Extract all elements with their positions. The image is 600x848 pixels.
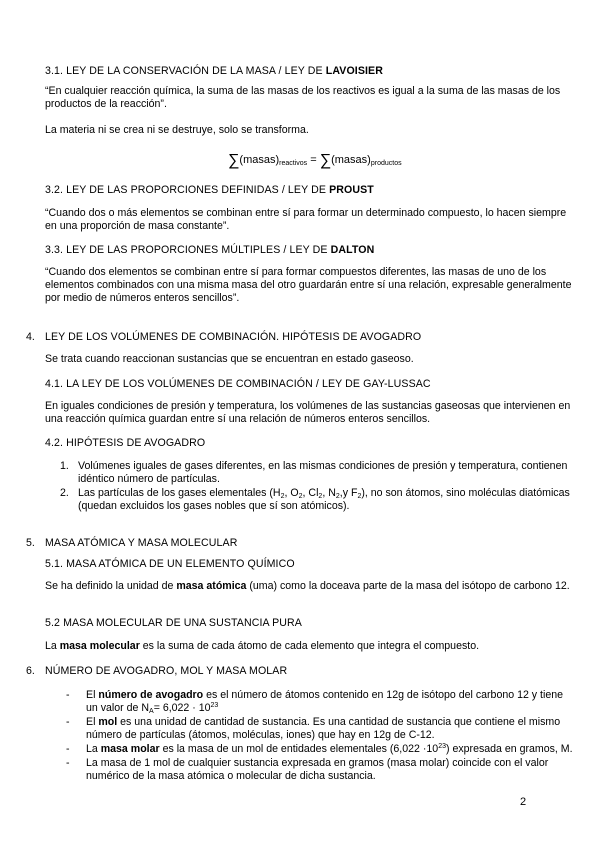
name-proust: PROUST [329, 184, 374, 196]
heading-3-1: 3.1. LEY DE LA CONSERVACIÓN DE LA MASA / LEY DE LAVOISIER [45, 65, 383, 77]
heading-5-1: 5.1. MASA ATÓMICA DE UN ELEMENTO QUÍMICO [45, 558, 295, 570]
heading-6: NÚMERO DE AVOGADRO, MOL Y MASA MOLAR [45, 665, 288, 677]
gay-lussac-text: En iguales condiciones de presión y temperatura, los volúmenes de las sustancias gaseosas que intervienen en una reacción química guardan entre sí una relación de números enteros sencillos. [45, 400, 571, 425]
name-lavoisier: LAVOISIER [325, 65, 383, 77]
section-5-number: 5. [26, 537, 35, 549]
avogadro-hypothesis-list [60, 460, 570, 513]
heading-5-2: 5.2 MASA MOLECULAR DE UNA SUSTANCIA PURA [45, 617, 302, 629]
quote-lavoisier: “En cualquier reacción química, la suma de las masas de los reactivos es igual a la suma de las masas de los productos de la reacción”. [45, 85, 561, 110]
list-item: - La masa molar es la masa de un mol de entidades elementales $(6,022 \cdot 10^{23})$ expresada en gramos, M. [66, 743, 573, 755]
page-number: 2 [520, 796, 527, 808]
name-dalton: DALTON [330, 244, 375, 256]
section-6-number: 6. [26, 665, 35, 677]
list-item: 2. Las partículas de los gases elementales ($H_2$, $O_2$, $Cl_2$, $N_2,y$ $F_2$), no son átomos, sino moléculas diatómicas (quedan excluidos los gases nobles que sí son atómicos). [60, 487, 570, 512]
section-4-intro: Se trata cuando reaccionan sustancias que se encuentran en estado gaseoso. [45, 353, 414, 365]
atomic-mass-text: Se ha definido la unidad de masa atómica (uma) como la doceava parte de la masa del isótopo de carbono 12. [45, 580, 570, 592]
list-item: - La masa de 1 mol de cualquier sustancia expresada en gramos (masa molar) coincide con el valor numérico de la masa atómica o molecular de dicha sustancia. [66, 757, 549, 782]
heading-4: LEY DE LOS VOLÚMENES DE COMBINACIÓN. HIPÓTESIS DE AVOGADRO [45, 331, 422, 343]
molecular-mass-text: La masa molecular es la suma de cada átomo de cada elemento que integra el compuesto. [45, 640, 480, 652]
avogadro-bullet-list [66, 689, 574, 783]
mass-statement: La materia ni se crea ni se destruye, solo se transforma. [45, 124, 309, 136]
list-item: 1. Volúmenes iguales de gases diferentes, en las mismas condiciones de presión y temperatura, contienen idéntico número de partículas. [60, 460, 568, 485]
quote-proust: “Cuando dos o más elementos se combinan entre sí para formar un determinado compuesto, lo hacen siempre en una proporción de masa constante”. [45, 207, 567, 232]
heading-5: MASA ATÓMICA Y MASA MOLECULAR [45, 537, 238, 549]
heading-4-1: 4.1. LA LEY DE LOS VOLÚMENES DE COMBINACIÓN / LEY DE GAY-LUSSAC [45, 378, 431, 390]
heading-3-3: 3.3. LEY DE LAS PROPORCIONES MÚLTIPLES / LEY DE DALTON [45, 244, 375, 256]
list-item: - El mol es una unidad de cantidad de sustancia. Es una cantidad de sustancia que contiene el mismo número de partículas (átomos, moléculas, iones) que hay en 12g de C-12. [66, 716, 561, 741]
list-item: - El número de avogadro es el número de átomos contenido en 12g de isótopo del carbono 12 y tiene un valor de $N_A= 6,022 \cdot 10^{23}$ [66, 689, 564, 715]
sum-symbol-right: ∑ [319, 152, 332, 169]
sum-symbol-left: ∑ [228, 152, 240, 169]
heading-3-2: 3.2. LEY DE LAS PROPORCIONES DEFINIDAS / LEY DE PROUST [45, 184, 374, 196]
heading-4-2: 4.2. HIPÓTESIS DE AVOGADRO [45, 437, 206, 449]
quote-dalton: “Cuando dos elementos se combinan entre sí para formar compuestos diferentes, las masas de uno de los elementos combinados con una misma masa del otro guardarán entre sí una relación, expresable generalmente por medio de números enteros sencillos”. [45, 266, 572, 304]
mass-conservation-formula: $\sum(masas)_{reactivos}$ = $\sum(masas)_{productos}$ [228, 152, 402, 169]
section-4-number: 4. [26, 331, 35, 343]
